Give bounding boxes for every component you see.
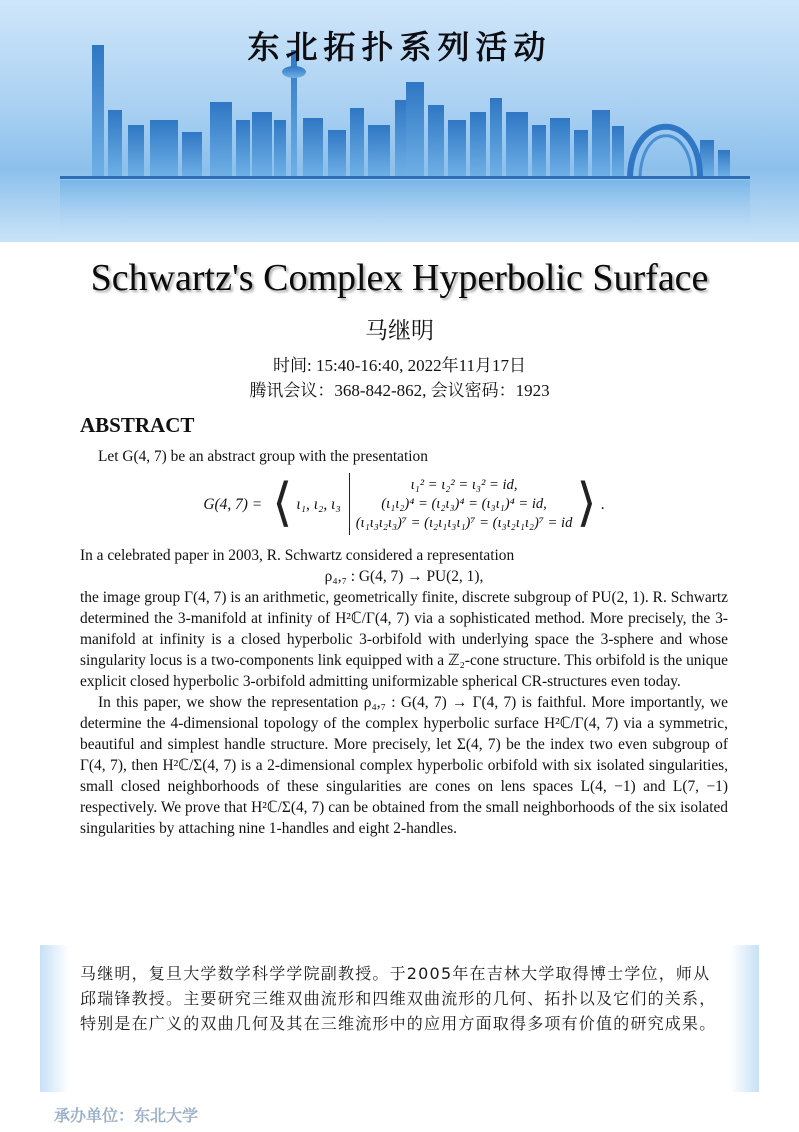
presentation-relations bbox=[350, 476, 573, 533]
abstract-paragraph-3: the image group Γ(4, 7) is an arithmetic, geometrically finite, discrete subgroup of PU(2, 1). R. Schwartz determined the 3-manifold at infinity of H²ℂ/Γ(4, 7) via a sophisticated method. More precisely, the 3-manifold at infinity is a closed hyperbolic 3-orbifold with underlying space the 3-sphere and whose singularity locus is a two-components link equipped with a ℤ₂-cone structure. This orbifold is the unique explicit closed hyperbolic 3-orbifold admitting uniformizable spherical CR-structures even today. bbox=[80, 589, 728, 690]
speaker-bio-box bbox=[40, 945, 759, 1092]
abstract-heading: ABSTRACT bbox=[80, 413, 195, 437]
abstract-paragraph-2: In a celebrated paper in 2003, R. Schwartz considered a representation bbox=[80, 547, 515, 564]
speaker-bio: 马继明，复旦大学数学科学学院副教授。于2005年在吉林大学取得博士学位，师从邱瑞锋教授。主要研究三维双曲流形和四维双曲流形的几何、拓扑以及它们的关系， 特别是在广义的双曲几何及其在三维流形中的应用方面取得多项有价值的研究成果。 bbox=[80, 964, 717, 1033]
presentation-generators: ι₁, ι₂, ι₃ bbox=[296, 473, 349, 535]
talk-time: 时间: 15:40-16:40, 2022年11月17日 bbox=[273, 356, 526, 375]
representation-formula: ρ₄,₇ : G(4, 7) → PU(2, 1), bbox=[324, 568, 484, 585]
group-presentation bbox=[80, 473, 728, 535]
talk-title: Schwartz's Complex Hyperbolic Surface bbox=[90, 257, 709, 299]
relation-line: (ι₁ι₂)⁴ = (ι₂ι₃)⁴ = (ι₃ι₁)⁴ = id, bbox=[381, 495, 547, 512]
abstract-paragraph-1: Let G(4, 7) be an abstract group with the presentation bbox=[98, 448, 428, 465]
relation-line: ι₁² = ι₂² = ι₃² = id, bbox=[410, 476, 518, 493]
presentation-period: . bbox=[600, 495, 605, 513]
left-angle-bracket: ⟨ bbox=[272, 475, 293, 532]
series-title: 东北拓扑系列活动 bbox=[247, 28, 552, 66]
header-banner bbox=[0, 0, 799, 242]
abstract-paragraph-4: In this paper, we show the representation ρ₄,₇ : G(4, 7) → Γ(4, 7) is faithful. More importantly, we determine the 4-dimensional topology of the complex hyperbolic surface H²ℂ/Γ(4, 7) via a symmetric, beautiful and simplest handle structure. More precisely, let Σ(4, 7) be the index two even subgroup of Γ(4, 7), then H²ℂ/Σ(4, 7) is a 2-dimensional complex hyperbolic orbifold with six isolated singularities, small closed neighborhoods of these singularities are cones on lens spaces L(4, −1) and L(7, −1) respectively. We prove that H²ℂ/Σ(4, 7) can be obtained from the small neighborhoods of the six isolated singularities by attaching nine 1-handles and eight 2-handles. bbox=[80, 694, 728, 837]
host-organization: 承办单位：东北大学 bbox=[54, 1106, 199, 1125]
abstract-body bbox=[80, 446, 728, 839]
presentation-group-name: G(4, 7) = bbox=[203, 495, 263, 513]
meeting-info: 腾讯会议：368-842-862, 会议密码：1923 bbox=[249, 381, 550, 400]
right-angle-bracket: ⟩ bbox=[576, 475, 597, 532]
relation-line: (ι₁ι₃ι₂ι₃)⁷ = (ι₂ι₁ι₃ι₁)⁷ = (ι₃ι₂ι₁ι₂)⁷ = id bbox=[355, 514, 573, 531]
speaker-name: 马继明 bbox=[365, 318, 434, 344]
